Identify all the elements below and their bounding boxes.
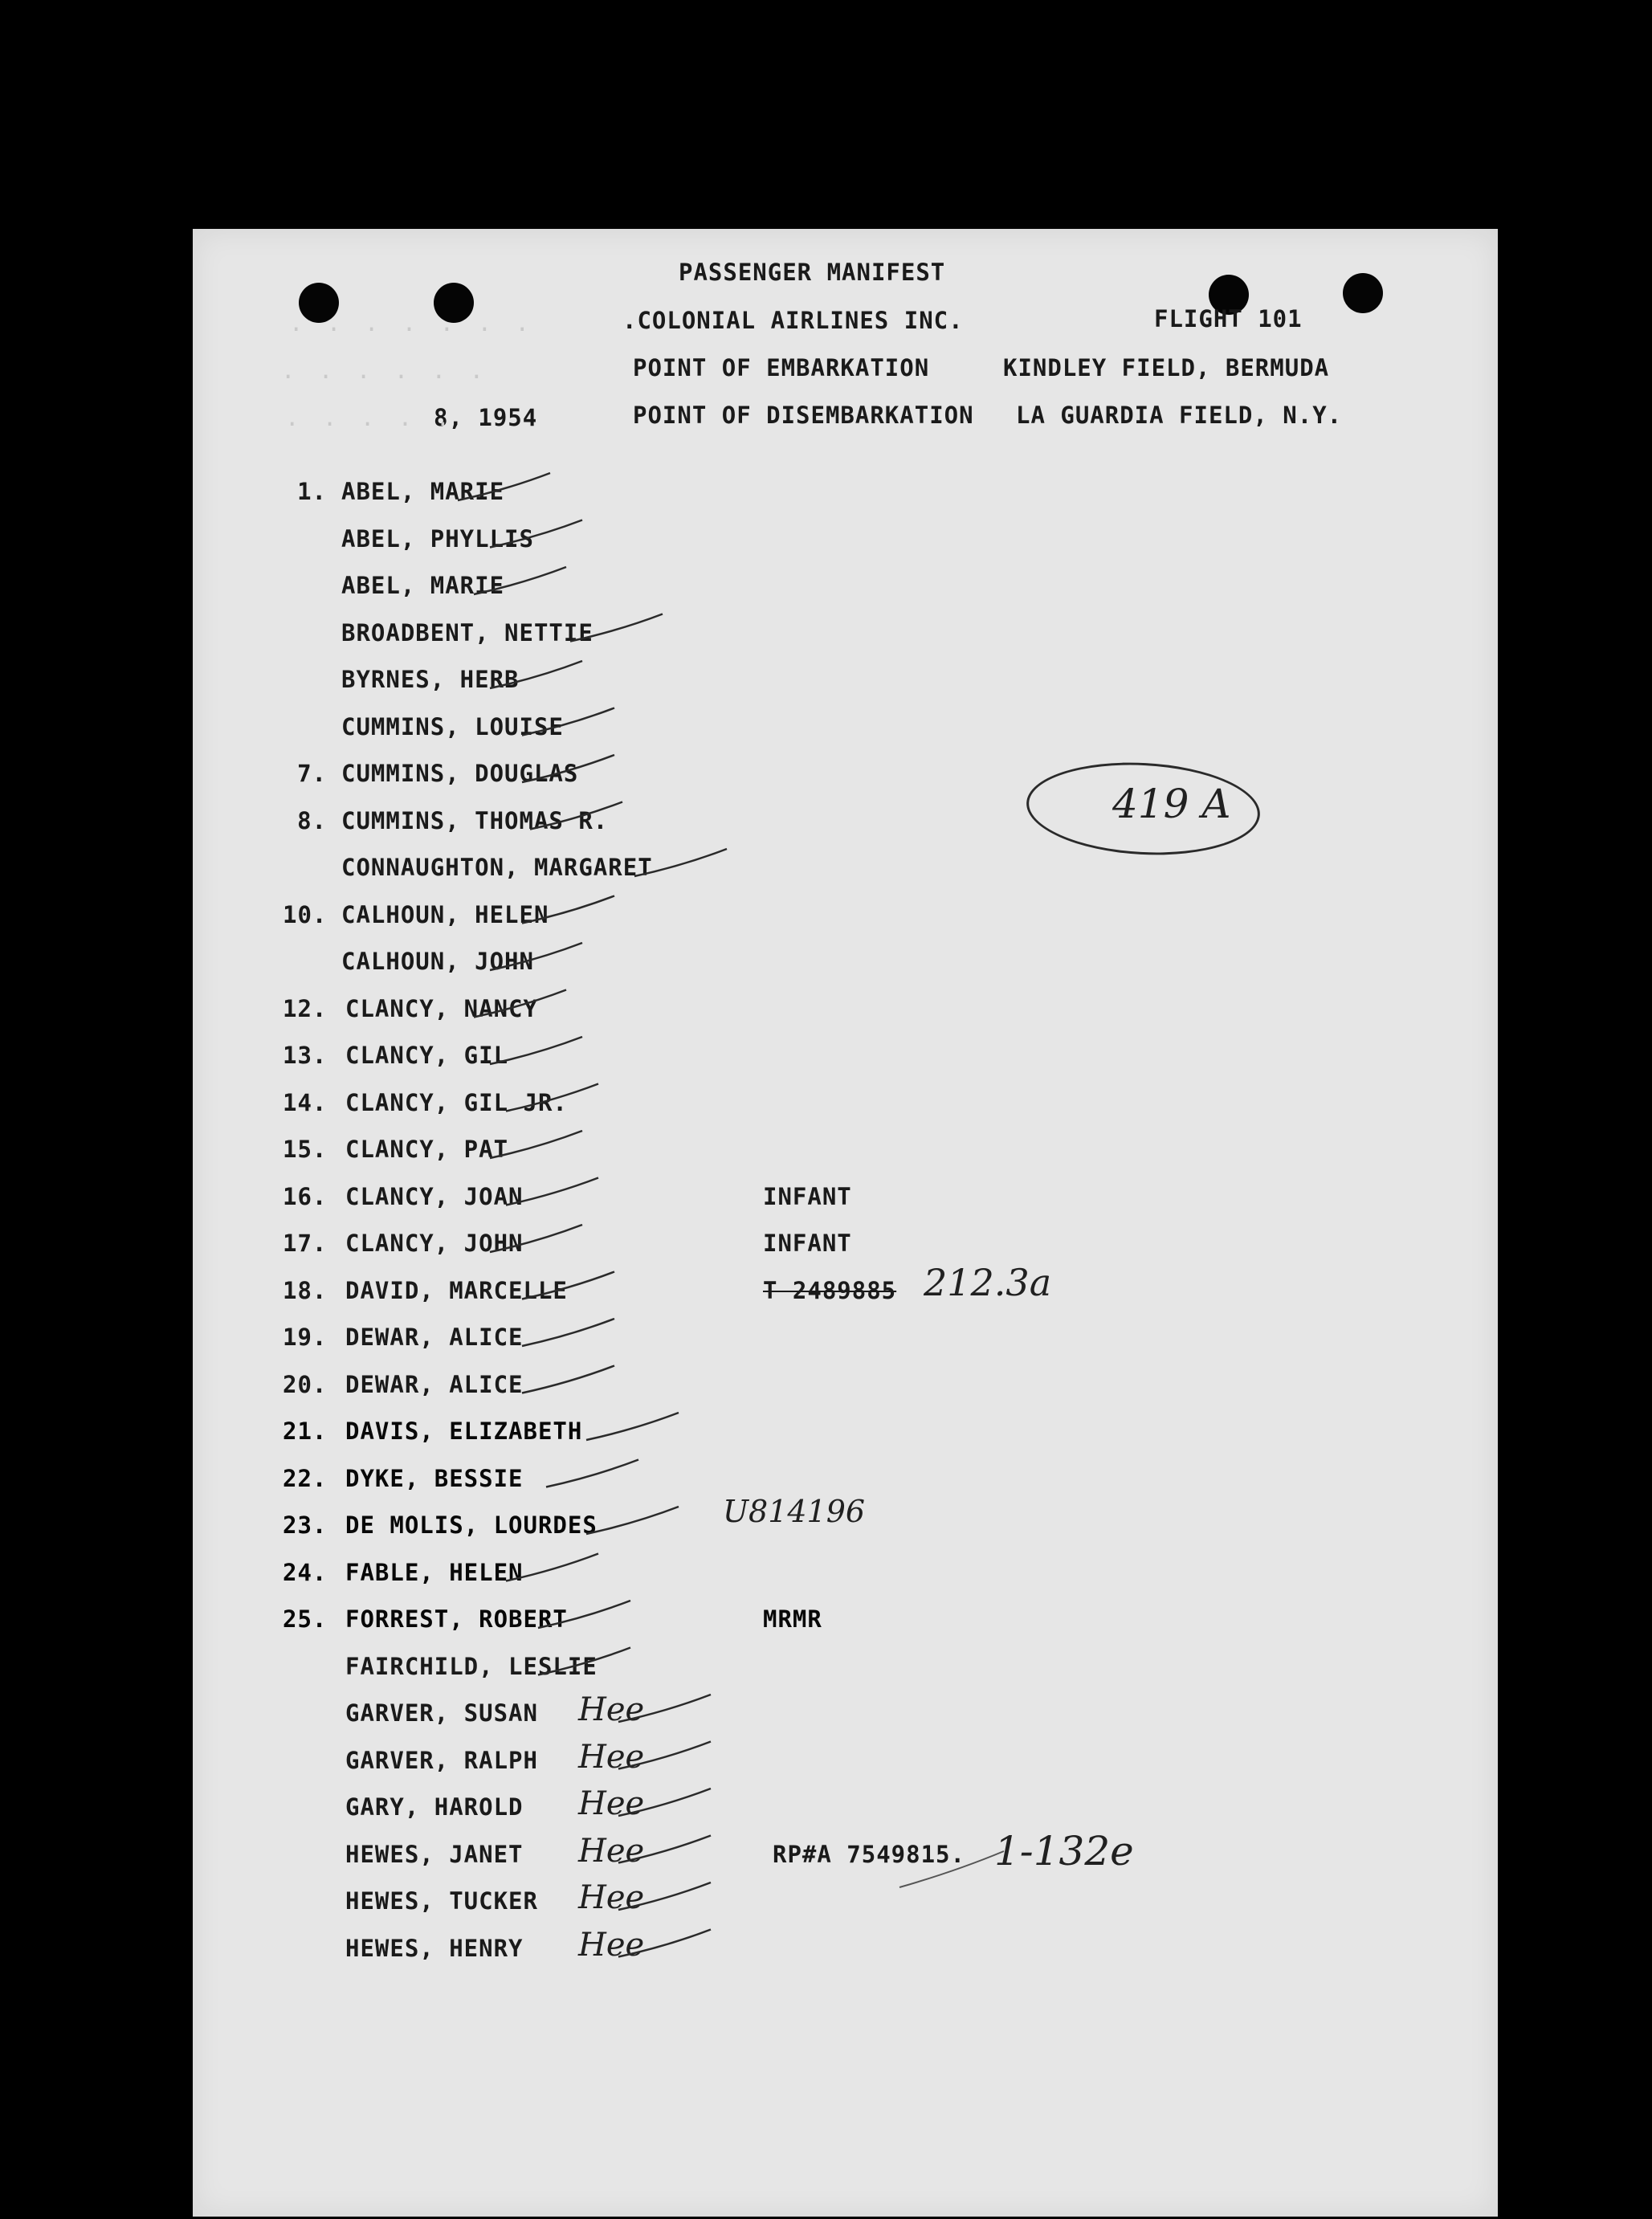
check-mark: [506, 1178, 598, 1205]
check-mark: [522, 896, 614, 924]
check-mark: [474, 990, 566, 1018]
passenger-number: 16.: [283, 1183, 328, 1210]
passenger-number: 19.: [283, 1324, 328, 1351]
check-mark: [530, 802, 622, 830]
pencil-stroke: [899, 1851, 1004, 1887]
check-mark: [546, 1460, 638, 1487]
check-mark: [634, 849, 727, 876]
passenger-name: DAVID, MARCELLE: [345, 1277, 568, 1304]
passenger-name: CUMMINS, LOUISE: [341, 713, 564, 740]
passenger-name: DAVIS, ELIZABETH: [345, 1417, 583, 1445]
manifest-date: 8, 1954: [434, 404, 538, 431]
check-mark: [618, 1836, 711, 1863]
passenger-number: 13.: [283, 1042, 328, 1069]
check-mark: [618, 1930, 711, 1957]
handwritten-initials: Hee: [578, 1785, 645, 1822]
check-mark: [522, 1272, 614, 1299]
passenger-note: T 2489885: [763, 1277, 897, 1304]
passenger-note: INFANT: [763, 1230, 852, 1257]
manifest-title: PASSENGER MANIFEST: [679, 259, 946, 286]
passenger-number: 18.: [283, 1277, 328, 1304]
passenger-name: CLANCY, PAT: [345, 1136, 509, 1163]
passenger-name: GARVER, SUSAN: [345, 1699, 538, 1727]
check-mark: [586, 1507, 679, 1534]
passenger-number: 25.: [283, 1605, 328, 1633]
check-mark: [490, 520, 582, 548]
passenger-name: CLANCY, JOHN: [345, 1230, 524, 1257]
passenger-name: CALHOUN, HELEN: [341, 901, 549, 928]
check-mark: [570, 614, 663, 642]
passenger-name: ABEL, MARIE: [341, 572, 505, 599]
check-mark: [586, 1413, 679, 1440]
embarkation-value: KINDLEY FIELD, BERMUDA: [1003, 354, 1330, 381]
handwritten-initials: Hee: [578, 1927, 645, 1964]
check-mark: [506, 1554, 598, 1581]
check-mark: [506, 1084, 598, 1112]
passenger-name: FAIRCHILD, LESLIE: [345, 1653, 598, 1680]
passenger-note: INFANT: [763, 1183, 852, 1210]
passenger-name: CLANCY, GIL JR.: [345, 1089, 568, 1116]
passenger-name: ABEL, PHYLLIS: [341, 525, 534, 553]
check-mark: [458, 473, 550, 500]
passenger-name: DYKE, BESSIE: [345, 1465, 524, 1492]
passenger-number: 17.: [283, 1230, 328, 1257]
passenger-name: CUMMINS, DOUGLAS: [341, 760, 579, 787]
passenger-name: GARY, HAROLD: [345, 1793, 524, 1821]
check-mark: [522, 708, 614, 736]
passenger-number: 10.: [283, 901, 328, 928]
check-mark: [522, 1319, 614, 1346]
check-mark: [490, 1037, 582, 1064]
passenger-number: 22.: [283, 1465, 328, 1492]
stamp-text: 419 A: [1112, 781, 1231, 827]
passenger-name: BYRNES, HERB: [341, 666, 520, 693]
passenger-name: HEWES, TUCKER: [345, 1887, 538, 1915]
passenger-number: 8.: [297, 807, 327, 834]
passenger-number: 14.: [283, 1089, 328, 1116]
passenger-name: CALHOUN, JOHN: [341, 948, 534, 975]
handwritten-initials: Hee: [578, 1879, 645, 1916]
check-mark: [618, 1789, 711, 1816]
passenger-name: HEWES, HENRY: [345, 1935, 524, 1962]
passenger-number: 15.: [283, 1136, 328, 1163]
check-mark: [538, 1601, 630, 1628]
check-mark: [618, 1882, 711, 1910]
passenger-name: BROADBENT, NETTIE: [341, 619, 593, 647]
passenger-note: RP#A 7549815.: [773, 1841, 965, 1868]
check-mark: [490, 943, 582, 970]
check-mark: [490, 1225, 582, 1252]
passenger-number: 12.: [283, 995, 328, 1022]
passenger-name: DE MOLIS, LOURDES: [345, 1511, 598, 1539]
check-mark: [618, 1742, 711, 1769]
handwritten-initials: Hee: [578, 1691, 645, 1728]
check-mark: [618, 1695, 711, 1722]
faded-text: . . . . . .: [281, 357, 489, 384]
carrier-name: .COLONIAL AIRLINES INC.: [622, 307, 964, 334]
passenger-number: 23.: [283, 1511, 328, 1539]
passenger-name: GARVER, RALPH: [345, 1747, 538, 1774]
passenger-name: DEWAR, ALICE: [345, 1371, 524, 1398]
passenger-number: 21.: [283, 1417, 328, 1445]
passenger-name: CLANCY, GIL: [345, 1042, 509, 1069]
passenger-name: HEWES, JANET: [345, 1841, 524, 1868]
check-mark: [474, 567, 566, 594]
passenger-name: FABLE, HELEN: [345, 1559, 524, 1586]
handwritten-initials: Hee: [578, 1739, 645, 1776]
passenger-number: 24.: [283, 1559, 328, 1586]
passenger-number: 20.: [283, 1371, 328, 1398]
embarkation-label: POINT OF EMBARKATION: [633, 354, 930, 381]
faded-text: . . . . .: [285, 404, 455, 431]
passenger-name: DEWAR, ALICE: [345, 1324, 524, 1351]
passenger-number: 7.: [297, 760, 327, 787]
disembarkation-label: POINT OF DISEMBARKATION: [633, 402, 974, 429]
passenger-number: 1.: [297, 478, 327, 505]
passenger-note: MRMR: [763, 1605, 822, 1633]
passenger-name: ABEL, MARIE: [341, 478, 505, 505]
disembarkation-value: LA GUARDIA FIELD, N.Y.: [1016, 402, 1343, 429]
check-mark: [490, 1131, 582, 1158]
handwritten-note-18: 212.3a: [924, 1261, 1052, 1304]
check-mark: [490, 661, 582, 688]
handwritten-note-hewes: 1-132e: [994, 1828, 1134, 1874]
passenger-name: CONNAUGHTON, MARGARET: [341, 854, 653, 881]
passenger-name: CLANCY, NANCY: [345, 995, 538, 1022]
passenger-name: FORREST, ROBERT: [345, 1605, 568, 1633]
check-mark: [538, 1648, 630, 1675]
handwritten-note-23: U814196: [723, 1494, 866, 1529]
check-mark: [522, 1366, 614, 1393]
passenger-name: CUMMINS, THOMAS R.: [341, 807, 609, 834]
handwritten-initials: Hee: [578, 1833, 645, 1870]
check-mark: [522, 755, 614, 782]
faded-text: . . . . . . .: [289, 309, 534, 337]
passenger-name: CLANCY, JOAN: [345, 1183, 524, 1210]
flight-number: FLIGHT 101: [1154, 305, 1303, 332]
